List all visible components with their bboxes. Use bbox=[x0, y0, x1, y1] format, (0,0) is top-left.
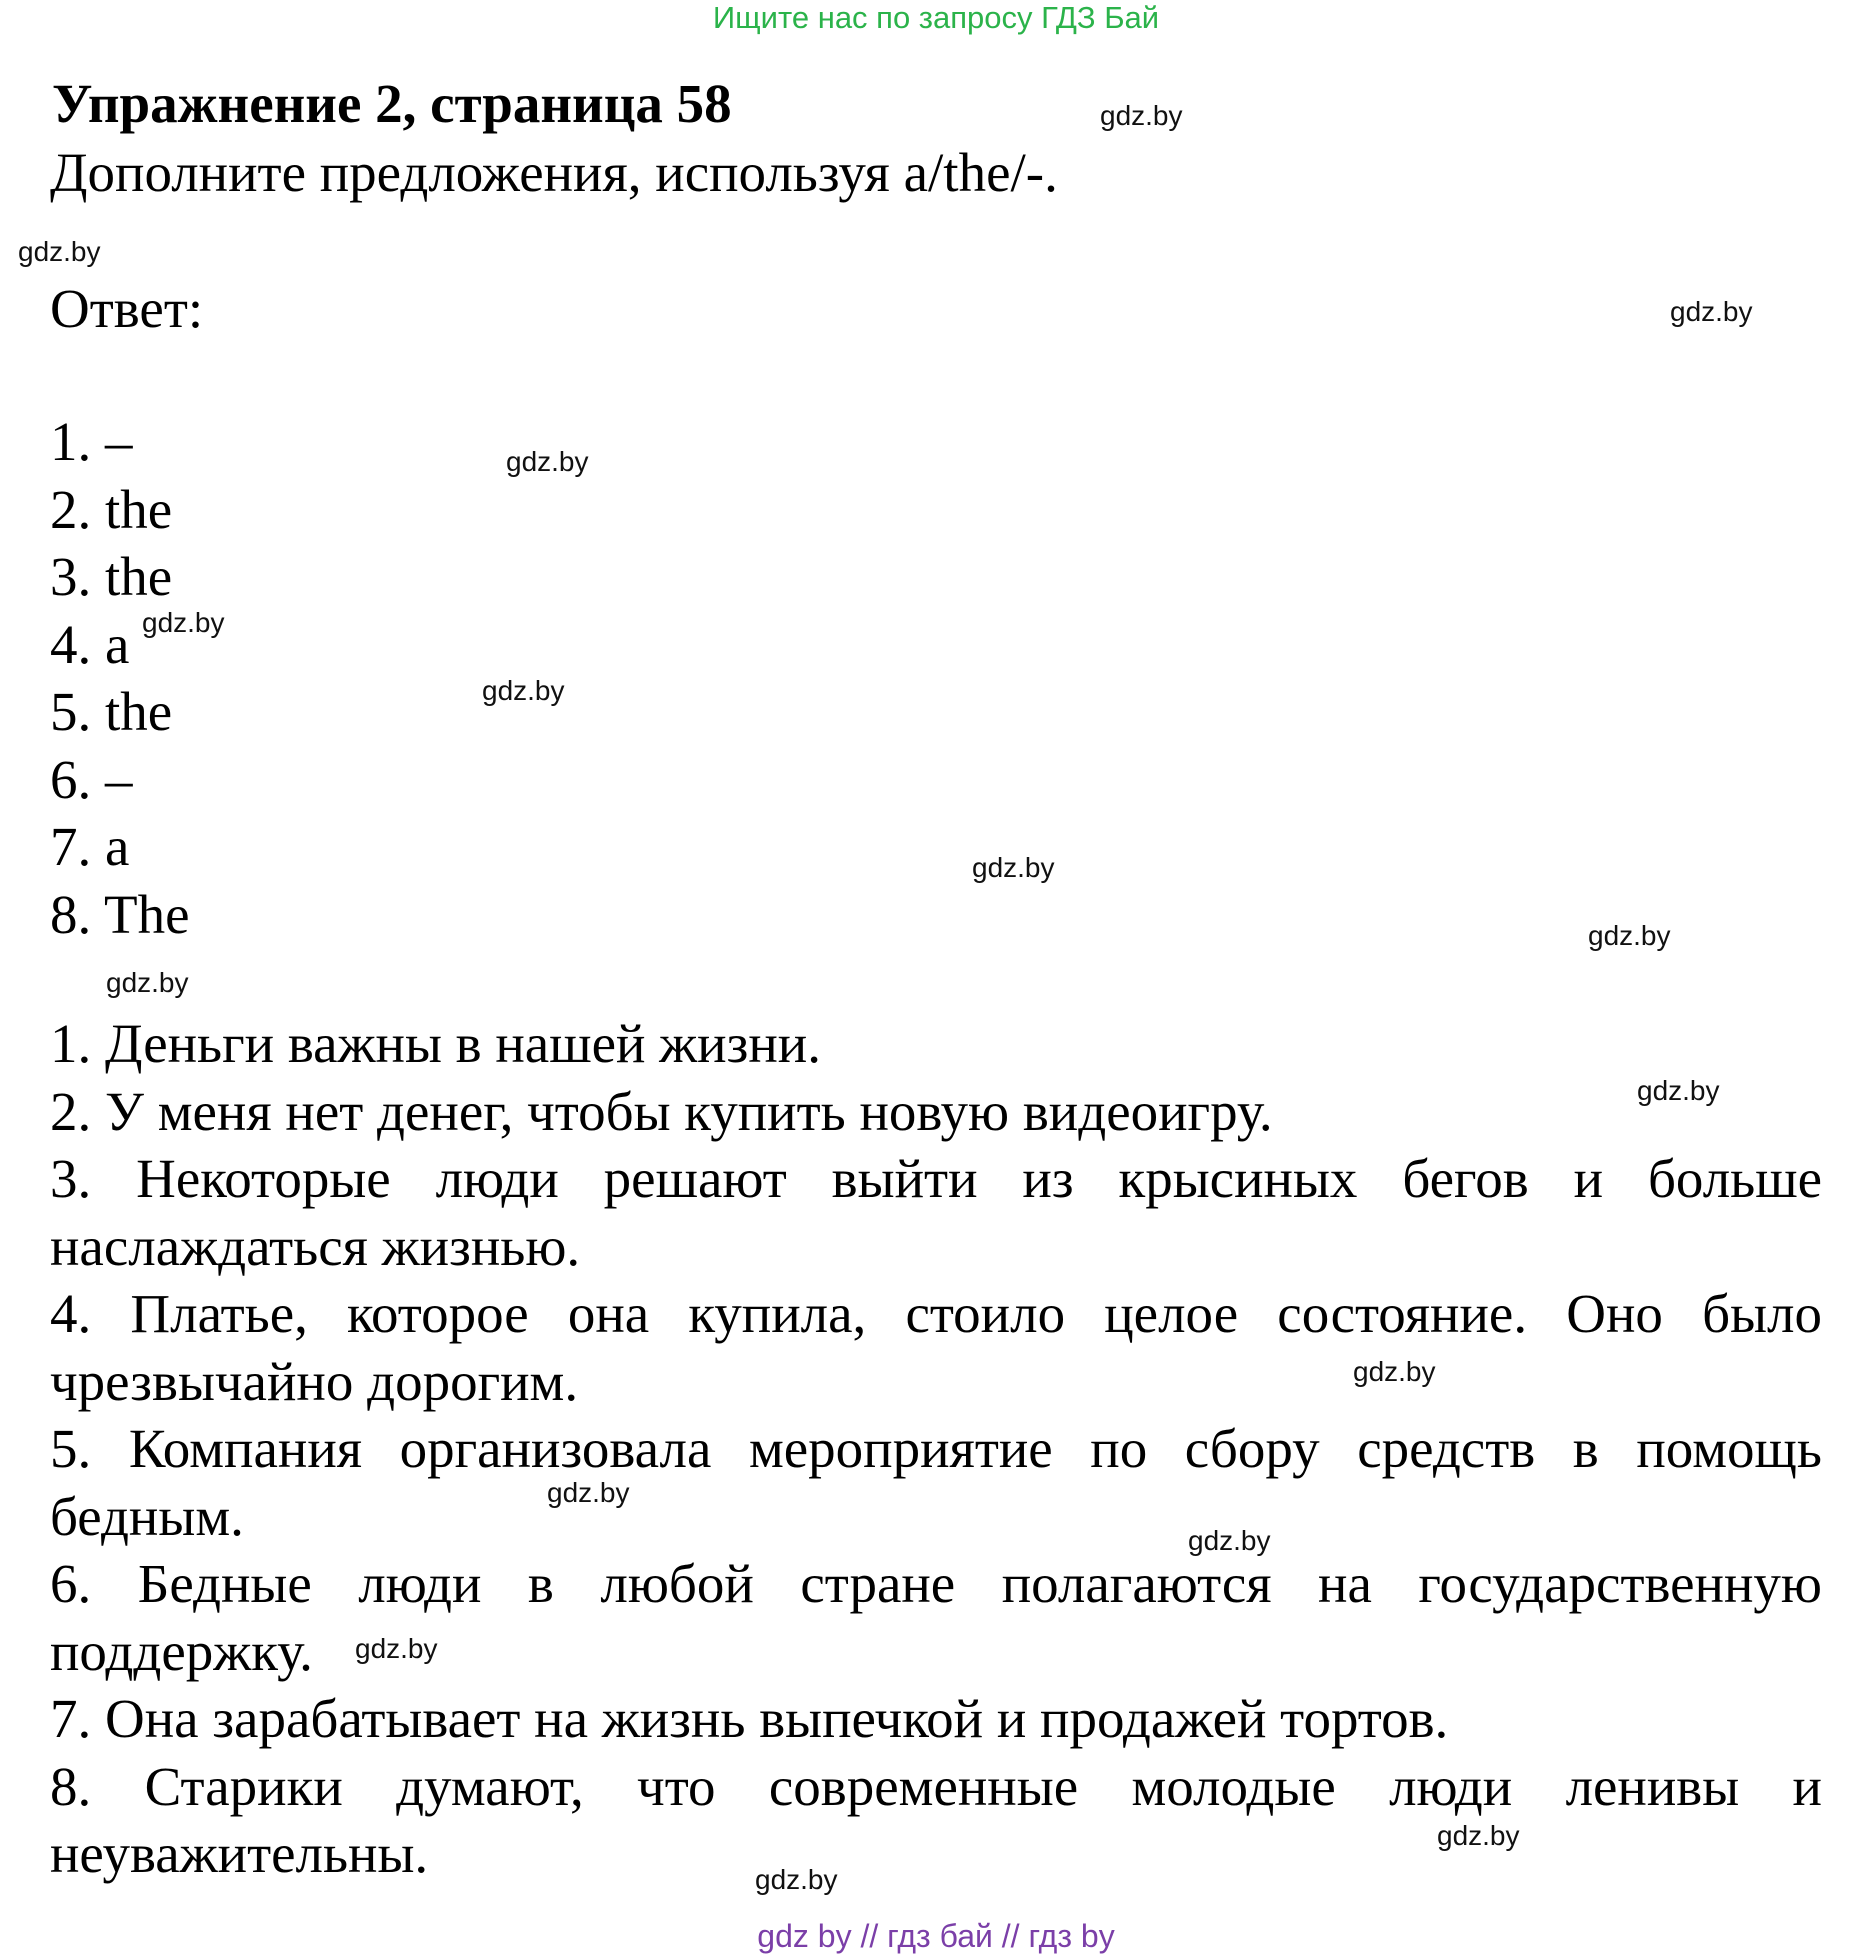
translation-item: 3. Некоторые люди решают выйти из крысиных бегов и больше наслаждаться жизнью. bbox=[50, 1148, 1822, 1277]
footer-links: gdz by // гдз бай // гдз by bbox=[757, 1918, 1115, 1954]
watermark: gdz.by bbox=[1670, 296, 1753, 327]
watermark: gdz.by bbox=[1188, 1525, 1271, 1556]
translation-item: 2. У меня нет денег, чтобы купить новую видеоигру. bbox=[50, 1080, 1273, 1142]
watermark: gdz.by bbox=[142, 607, 225, 638]
watermark: gdz.by bbox=[755, 1864, 838, 1895]
answer-item: 1. – bbox=[50, 411, 133, 472]
watermark: gdz.by bbox=[1637, 1075, 1720, 1106]
watermark: gdz.by bbox=[18, 236, 101, 267]
watermark: gdz.by bbox=[1437, 1820, 1520, 1851]
answer-list bbox=[50, 408, 190, 948]
exercise-instruction: Дополните предложения, используя a/the/-. bbox=[50, 142, 1058, 203]
translation-list bbox=[50, 1010, 1822, 1888]
answer-item: 7. a bbox=[50, 816, 130, 877]
translation-item: 6. Бедные люди в любой стране полагаются на государственную поддержку. bbox=[50, 1553, 1822, 1682]
watermark: gdz.by bbox=[547, 1477, 630, 1508]
translation-item: 5. Компания организовала мероприятие по сбору средств в помощь бедным. bbox=[50, 1418, 1822, 1547]
answer-item: 2. the bbox=[50, 478, 173, 540]
watermark: gdz.by bbox=[506, 446, 589, 477]
answer-item: 4. a bbox=[50, 613, 130, 675]
page-title: Упражнение 2, страница 58 bbox=[52, 73, 732, 134]
translation-item: 8. Старики думают, что современные молодые люди ленивы и неуважительны. bbox=[50, 1755, 1822, 1884]
watermark: gdz.by bbox=[1353, 1356, 1436, 1387]
watermark: gdz.by bbox=[972, 852, 1055, 883]
translation-item: 4. Платье, которое она купила, стоило целое состояние. Оно было чрезвычайно дорогим. bbox=[50, 1283, 1822, 1412]
answer-item: 6. – bbox=[50, 748, 133, 810]
answer-label: Ответ: bbox=[50, 278, 204, 339]
watermark: gdz.by bbox=[1588, 920, 1671, 951]
translation-item: 1. Деньги важны в нашей жизни. bbox=[50, 1013, 821, 1074]
watermark: gdz.by bbox=[482, 675, 565, 706]
answer-item: 8. The bbox=[50, 883, 190, 945]
answer-item: 5. the bbox=[50, 681, 173, 742]
answer-item: 3. the bbox=[50, 546, 173, 607]
translation-item: 7. Она зарабатывает на жизнь выпечкой и продажей тортов. bbox=[50, 1688, 1449, 1749]
top-banner: Ищите нас по запросу ГДЗ Бай bbox=[712, 0, 1160, 35]
watermark: gdz.by bbox=[355, 1633, 438, 1664]
watermark: gdz.by bbox=[1100, 100, 1183, 131]
watermark: gdz.by bbox=[106, 967, 189, 998]
